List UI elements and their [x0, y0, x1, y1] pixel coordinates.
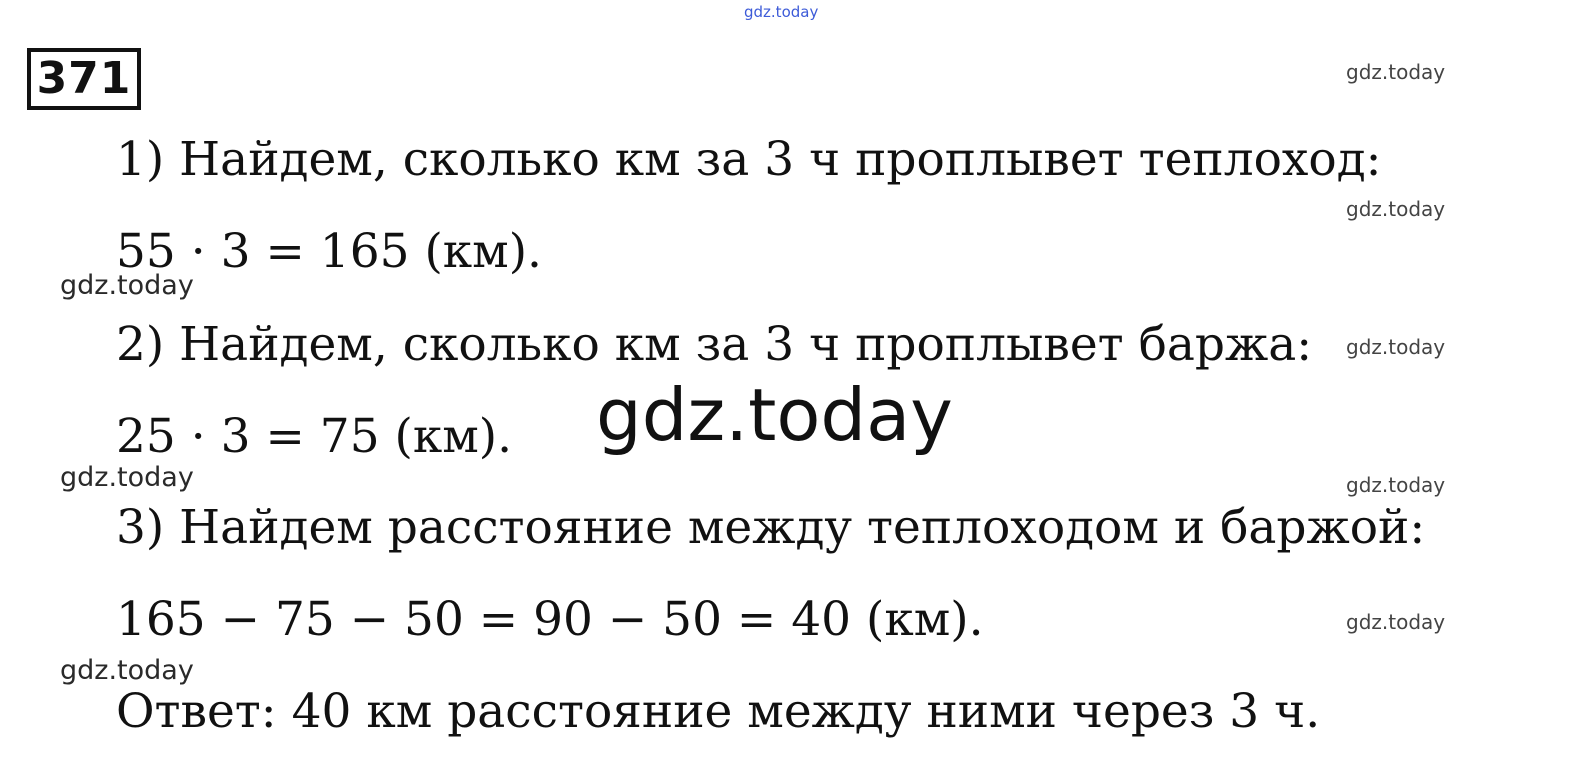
solution-calc-2: 25 · 3 = 75 (км).: [116, 409, 513, 464]
solution-calc-1: 55 · 3 = 165 (км).: [116, 224, 542, 279]
watermark-left-2: gdz.today: [60, 462, 194, 493]
watermark-right-2: gdz.today: [1346, 197, 1446, 221]
watermark-right-5: gdz.today: [1346, 610, 1446, 634]
watermark-left-1: gdz.today: [60, 270, 194, 301]
top-watermark: gdz.today: [744, 3, 819, 21]
watermark-left-3: gdz.today: [60, 655, 194, 686]
problem-number: 371: [27, 48, 141, 110]
solution-step-1: 1) Найдем, сколько км за 3 ч проплывет теплоход:: [116, 132, 1382, 187]
watermark-right-1: gdz.today: [1346, 60, 1446, 84]
watermark-center: gdz.today: [596, 373, 953, 457]
solution-answer: Ответ: 40 км расстояние между ними через 3 ч.: [116, 684, 1321, 739]
watermark-right-3: gdz.today: [1346, 335, 1446, 359]
solution-calc-3: 165 − 75 − 50 = 90 − 50 = 40 (км).: [116, 592, 984, 647]
solution-step-2: 2) Найдем, сколько км за 3 ч проплывет баржа:: [116, 317, 1313, 372]
solution-step-3: 3) Найдем расстояние между теплоходом и баржой:: [116, 500, 1426, 555]
watermark-right-4: gdz.today: [1346, 473, 1446, 497]
